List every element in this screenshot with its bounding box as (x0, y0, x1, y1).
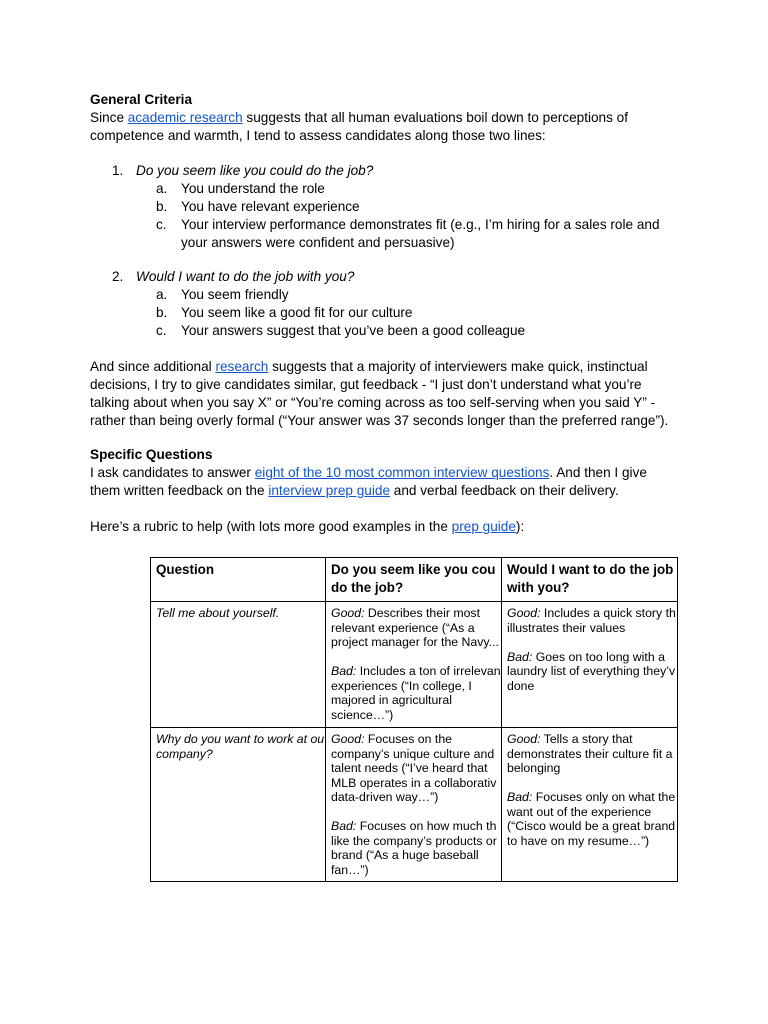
list-subitem (90, 216, 690, 252)
cell-text: MLB operates in a collaborativ (331, 775, 497, 790)
list-letter: a. (156, 287, 168, 302)
academic-research-link[interactable]: academic research (127, 110, 243, 125)
rubric-intro (90, 518, 690, 536)
subitem-text: Your interview performance demonstrates fit (e.g., I’m hiring for a sales role and (181, 217, 660, 232)
question-text: company? (156, 746, 213, 761)
good-label: Good: (331, 732, 365, 746)
paragraph-line (90, 109, 690, 127)
general-criteria-heading: General Criteria (90, 92, 192, 107)
cell-text: illustrates their values (507, 620, 626, 635)
subitem-text: You seem like a good fit for our culture (181, 305, 413, 320)
bad-label: Bad: (507, 649, 533, 664)
warmth-cell (502, 602, 678, 728)
cell-text: Includes a ton of irrelevan (356, 664, 501, 678)
list-letter: b. (156, 199, 168, 214)
header-question (151, 558, 326, 602)
subitem-text: You understand the role (181, 181, 325, 196)
table-header-row (151, 558, 678, 602)
question-text: Would I want to do the job with you? (136, 269, 355, 284)
list-letter: c. (156, 217, 167, 232)
research-link[interactable]: research (215, 359, 269, 374)
subitem-text: You seem friendly (181, 287, 289, 302)
text-span: them written feedback on the (90, 483, 269, 498)
list-letter: a. (156, 181, 168, 196)
text-span: suggests that all human evaluations boil down to perceptions of (242, 110, 629, 125)
header-text: with you? (507, 580, 570, 595)
criteria-list-1 (90, 162, 690, 252)
list-letter: c. (156, 323, 167, 338)
rubric-table (150, 557, 678, 882)
text-span: Since (90, 110, 128, 125)
question-item (90, 162, 690, 180)
text-span: ): (515, 519, 525, 534)
header-text: Do you seem like you cou (331, 562, 496, 577)
question-text: Why do you want to work at ou (156, 732, 325, 746)
cell-text: majored in agricultural (331, 693, 452, 707)
bad-label: Bad: (507, 790, 533, 804)
subitem-text: Your answers suggest that you’ve been a good colleague (181, 323, 526, 338)
header-text: Would I want to do the job (507, 562, 674, 577)
table-row (151, 728, 678, 882)
cell-text: (“Cisco would be a great brand (507, 819, 676, 833)
cell-text: Describes their most (364, 606, 480, 620)
good-label: Good: (331, 606, 365, 620)
cell-text: science…”) (331, 707, 394, 722)
question-cell (151, 602, 326, 728)
cell-text: relevant experience (“As a (331, 620, 475, 635)
prep-guide-link[interactable]: prep guide (451, 519, 516, 534)
cell-text: Includes a quick story th (540, 606, 676, 620)
header-text: do the job? (331, 580, 404, 595)
list-number: 1. (112, 163, 124, 178)
header-text: Question (156, 562, 215, 577)
cell-text: talent needs (“I’ve heard that (331, 761, 488, 775)
paragraph-line (90, 358, 700, 376)
text-span: and verbal feedback on their delivery. (390, 483, 619, 498)
cell-text: like the company’s products or (331, 833, 497, 848)
cell-text: done (507, 678, 535, 693)
cell-text: belonging (507, 761, 561, 775)
list-subitem (90, 286, 690, 304)
bad-label: Bad: (331, 819, 357, 833)
cell-text: want out of the experience (507, 804, 652, 819)
text-span: . And then I give (549, 465, 647, 480)
question-text: Tell me about yourself. (156, 606, 280, 620)
paragraph-line: decisions, I try to give candidates similar, gut feedback - “I just don’t understand what you’re (90, 377, 642, 392)
table-row (151, 602, 678, 728)
cell-text: Goes on too long with a (532, 649, 665, 664)
good-label: Good: (507, 606, 541, 620)
text-span: I ask candidates to answer (90, 465, 255, 480)
cell-text: brand (“As a huge baseball (331, 848, 479, 862)
criteria-list-2 (90, 268, 690, 340)
bad-label: Bad: (331, 664, 357, 678)
cell-text: Tells a story that (540, 732, 633, 746)
cell-text: Focuses on how much th (356, 819, 497, 833)
good-label: Good: (507, 732, 541, 746)
paragraph-line: talking about when you say X” or “You’re coming across as too self-serving when you said Y” - (90, 395, 656, 410)
cell-text: data-driven way…”) (331, 790, 439, 804)
list-subitem (90, 198, 690, 216)
competence-cell (326, 602, 502, 728)
cell-text: laundry list of everything they’v (507, 664, 676, 678)
cell-text: company’s unique culture and (331, 746, 495, 761)
common-questions-link[interactable]: eight of the 10 most common interview questions (254, 465, 550, 480)
header-competence (326, 558, 502, 602)
text-span: And since additional (90, 359, 216, 374)
cell-text: project manager for the Navy... (331, 635, 499, 649)
cell-text: experiences (“In college, I (331, 678, 472, 693)
list-subitem (90, 304, 690, 322)
text-span: Here’s a rubric to help (with lots more good examples in the (90, 519, 452, 534)
list-subitem (90, 322, 690, 340)
list-subitem (90, 180, 690, 198)
specific-questions-section (90, 446, 690, 500)
header-warmth (502, 558, 678, 602)
list-letter: b. (156, 305, 168, 320)
interview-prep-guide-link[interactable]: interview prep guide (268, 483, 391, 498)
paragraph-line: competence and warmth, I tend to assess candidates along those two lines: (90, 128, 546, 143)
cell-text: fan…”) (331, 862, 369, 877)
question-item (90, 268, 690, 286)
cell-text: Focuses only on what the (532, 790, 676, 804)
specific-questions-heading: Specific Questions (90, 447, 213, 462)
instinctual-feedback-paragraph (90, 358, 700, 430)
paragraph-line (90, 482, 690, 500)
list-number: 2. (112, 269, 124, 284)
question-text: Do you seem like you could do the job? (136, 163, 374, 178)
subitem-text: You have relevant experience (181, 199, 360, 214)
general-criteria-section (90, 91, 690, 145)
subitem-text: your answers were confident and persuasive) (181, 235, 455, 250)
warmth-cell (502, 728, 678, 882)
cell-text: to have on my resume…”) (507, 833, 650, 848)
text-span: suggests that a majority of interviewers make quick, instinctual (268, 359, 648, 374)
competence-cell (326, 728, 502, 882)
paragraph-line: rather than being overly formal (“Your answer was 37 seconds longer than the preferred range”). (90, 413, 669, 428)
cell-text: demonstrates their culture fit a (507, 746, 673, 761)
paragraph-line (90, 464, 690, 482)
question-cell (151, 728, 326, 882)
cell-text: Focuses on the (364, 732, 452, 746)
